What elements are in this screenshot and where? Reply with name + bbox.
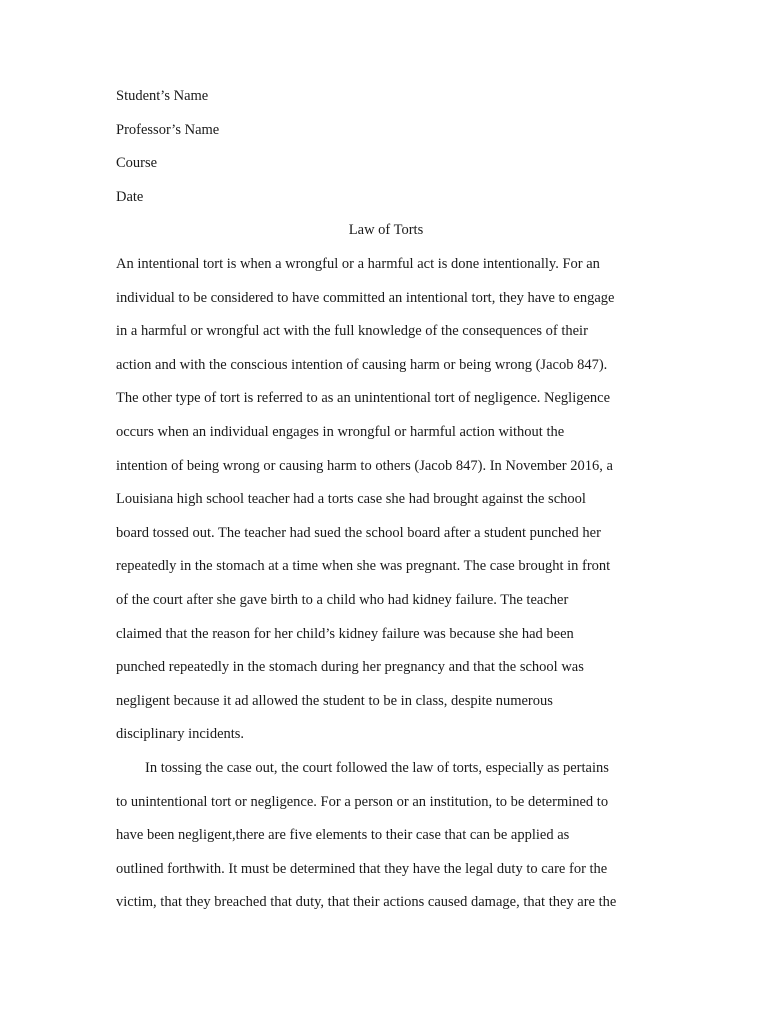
text-line: intention of being wrong or causing harm to others (Jacob 847). In November 2016, a — [116, 457, 613, 474]
text-line: action and with the conscious intention of causing harm or being wrong (Jacob 847). — [116, 356, 608, 373]
text-line: victim, that they breached that duty, that their actions caused damage, that they are the — [116, 894, 617, 911]
text-line: An intentional tort is when a wrongful or a harmful act is done intentionally. For an — [116, 256, 600, 272]
text-line: repeatedly in the stomach at a time when she was pregnant. The case brought in front — [116, 558, 611, 575]
text-line: to unintentional tort or negligence. For a person or an institution, to be determined to — [116, 793, 609, 810]
text-line: disciplinary incidents. — [116, 726, 245, 743]
text-line: negligent because it ad allowed the student to be in class, despite numerous — [116, 692, 553, 709]
text-line: Louisiana high school teacher had a torts case she had brought against the school — [116, 491, 586, 508]
course-name: Course — [116, 155, 158, 172]
text-line: occurs when an individual engages in wrongful or harmful action without the — [116, 423, 565, 440]
text-line: of the court after she gave birth to a child who had kidney failure. The teacher — [116, 591, 569, 608]
paragraph-2 — [116, 752, 656, 920]
text-line: claimed that the reason for her child’s kidney failure was because she had been — [116, 625, 574, 642]
professor-name: Professor’s Name — [116, 121, 220, 138]
document-title: Law of Torts — [348, 222, 424, 238]
text-line: board tossed out. The teacher had sued the school board after a student punched her — [116, 524, 601, 541]
text-line: The other type of tort is referred to as an unintentional tort of negligence. Negligence — [116, 390, 611, 407]
text-line: in a harmful or wrongful act with the full knowledge of the consequences of their — [116, 323, 588, 340]
paragraph-1 — [116, 248, 656, 752]
heading-block — [116, 80, 656, 214]
student-name: Student’s Name — [116, 88, 209, 104]
text-line: In tossing the case out, the court followed the law of torts, especially as pertains — [145, 759, 609, 776]
text-line: punched repeatedly in the stomach during her pregnancy and that the school was — [116, 659, 584, 676]
text-line: individual to be considered to have committed an intentional tort, they have to engage — [116, 289, 615, 306]
text-line: outlined forthwith. It must be determined that they have the legal duty to care for the — [116, 860, 608, 877]
document-body — [116, 248, 656, 920]
date: Date — [116, 188, 144, 205]
text-line: have been negligent,there are five elements to their case that can be applied as — [116, 827, 570, 844]
